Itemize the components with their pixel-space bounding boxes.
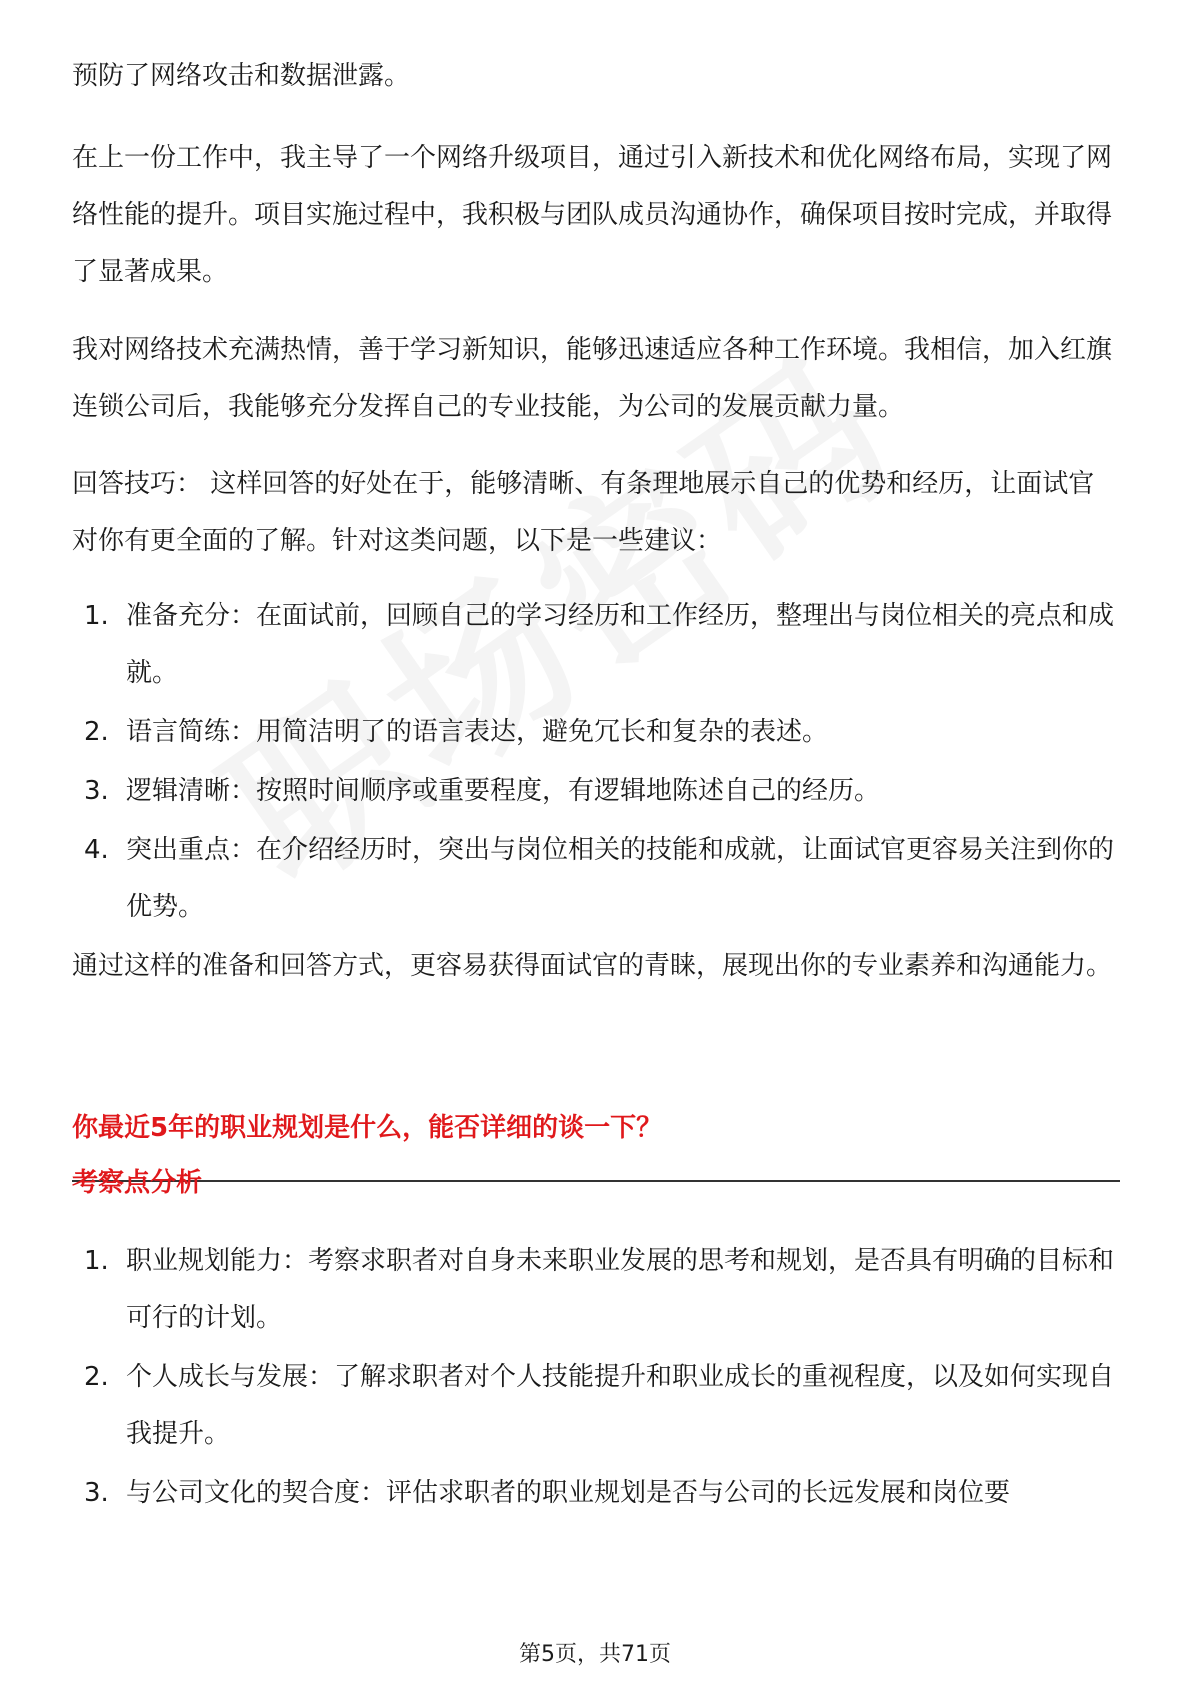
paragraph-1: 预防了网络攻击和数据泄露。 (72, 61, 411, 91)
paragraph-4: 回答技巧： 这样回答的好处在于，能够清晰、有条理地展示自己的优势和经历，让面试官对你有更全面的了解。针对这类问题，以下是一些建议： (72, 469, 1095, 556)
paragraph-3: 我对网络技术充满热情，善于学习新知识，能够迅速适应各种工作环境。我相信，加入红旗连锁公司后，我能够充分发挥自己的专业技能，为公司的发展贡献力量。 (72, 335, 1113, 422)
closing-paragraph: 通过这样的准备和回答方式，更容易获得面试官的青睐，展现出你的专业素养和沟通能力。 (72, 951, 1113, 981)
list-item: 2. 个人成长与发展：了解求职者对个人技能提升和职业成长的重视程度，以及如何实现自我提升。 (84, 1362, 1115, 1449)
paragraph-2: 在上一份工作中，我主导了一个网络升级项目，通过引入新技术和优化网络布局，实现了网络性能的提升。项目实施过程中，我积极与团队成员沟通协作，确保项目按时完成，并取得了显著成果。 (72, 143, 1113, 287)
list-item: 3. 与公司文化的契合度：评估求职者的职业规划是否与公司的长远发展和岗位要 (84, 1478, 1011, 1508)
list-item: 2. 语言简练：用简洁明了的语言表达，避免冗长和复杂的表述。 (84, 717, 829, 747)
analysis-heading: 考察点分析 (72, 1168, 203, 1198)
section-divider (72, 1180, 1120, 1182)
question-heading: 你最近5年的职业规划是什么，能否详细的谈一下？ (72, 1113, 663, 1143)
list-item: 1. 准备充分：在面试前，回顾自己的学习经历和工作经历，整理出与岗位相关的亮点和成就。 (84, 601, 1115, 688)
analysis-list (72, 1233, 1120, 1524)
tips-list (72, 588, 1120, 938)
list-item: 4. 突出重点：在介绍经历时，突出与岗位相关的技能和成就，让面试官更容易关注到你的优势。 (84, 835, 1115, 922)
page-footer: 第5页，共71页 (519, 1642, 671, 1667)
list-item: 1. 职业规划能力：考察求职者对自身未来职业发展的思考和规划，是否具有明确的目标和可行的计划。 (84, 1246, 1115, 1333)
list-item: 3. 逻辑清晰：按照时间顺序或重要程度，有逻辑地陈述自己的经历。 (84, 776, 881, 806)
